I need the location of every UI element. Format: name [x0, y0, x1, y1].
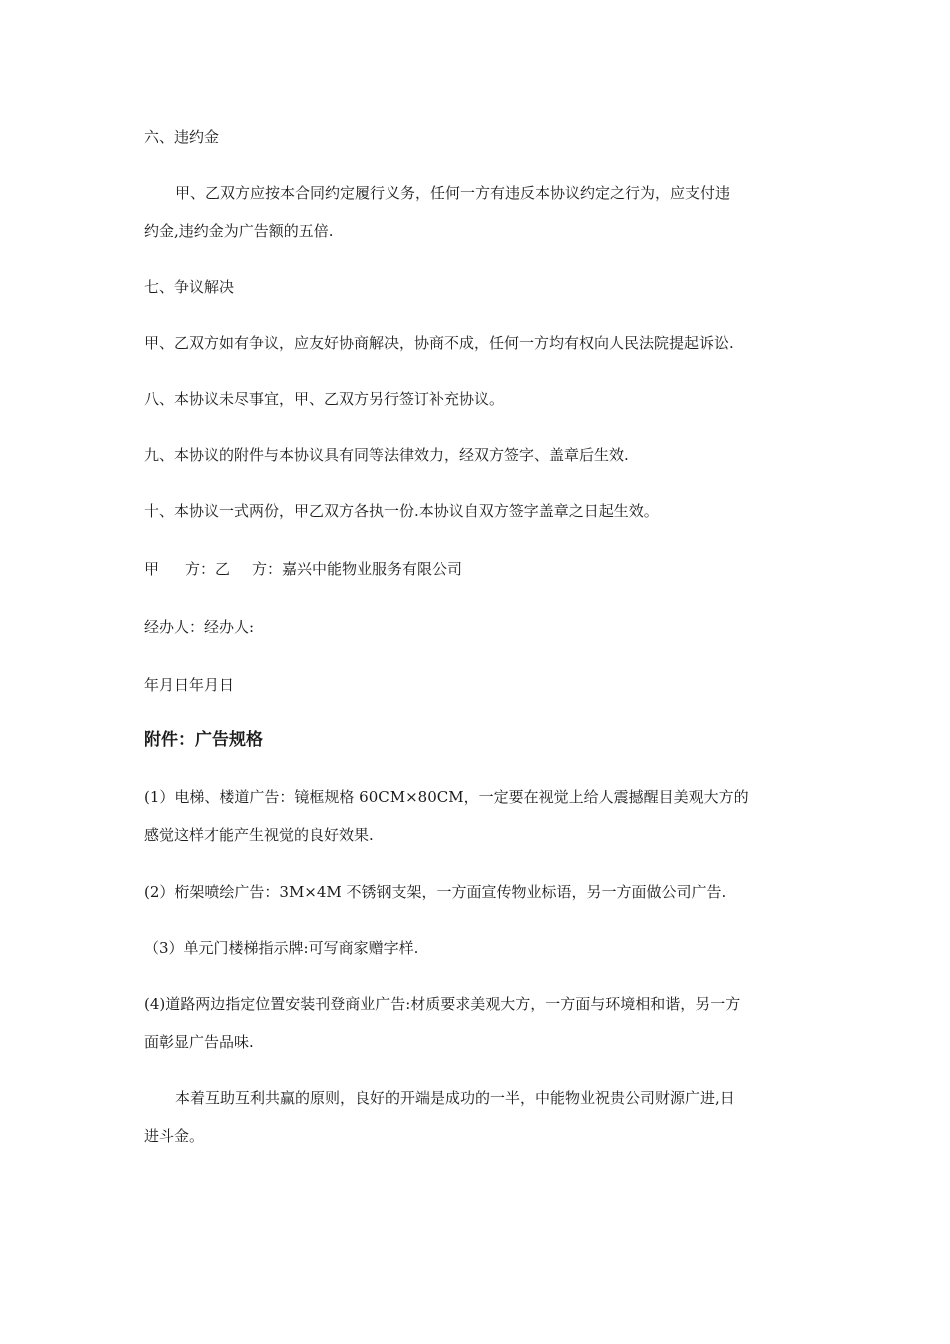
party-a-b-label: 方：乙: [185, 560, 231, 578]
appendix-title: 附件：广告规格: [144, 730, 263, 750]
signature-handler: 经办人：经办人:: [144, 618, 255, 636]
section-9: 九、本协议的附件与本协议具有同等法律效力，经双方签字、盖章后生效.: [144, 446, 629, 464]
section-6-body-line-1: 甲、乙双方应按本合同约定履行义务，任何一方有违反本协议约定之行为，应支付违: [175, 184, 731, 202]
party-a-label: 甲: [144, 560, 160, 578]
appendix-item-4-line-2: 面彰显广告品味.: [144, 1033, 254, 1051]
closing-line-2: 进斗金。: [144, 1127, 205, 1145]
section-8: 八、本协议未尽事宜，甲、乙双方另行签订补充协议。: [144, 390, 505, 408]
appendix-item-4-line-1: (4)道路两边指定位置安装刊登商业广告:材质要求美观大方，一方面与环境相和谐，另一方: [144, 995, 741, 1013]
appendix-item-1-line-1: (1）电梯、楼道广告：镜框规格 60CM×80CM，一定要在视觉上给人震撼醒目美观大方的: [144, 788, 749, 806]
section-10: 十、本协议一式两份，甲乙双方各执一份.本协议自双方签字盖章之日起生效。: [144, 502, 659, 520]
section-7-title: 七、争议解决: [144, 278, 235, 296]
appendix-item-2: (2）桁架喷绘广告：3M×4M 不锈钢支架，一方面宣传物业标语，另一方面做公司广告.: [144, 883, 727, 901]
party-b-name: 方：嘉兴中能物业服务有限公司: [252, 560, 463, 578]
section-7-body: 甲、乙双方如有争议，应友好协商解决，协商不成，任何一方均有权向人民法院提起诉讼.: [144, 334, 734, 352]
appendix-item-3: （3）单元门楼梯指示牌:可写商家赠字样.: [144, 939, 419, 957]
closing-line-1: 本着互助互利共赢的原则，良好的开端是成功的一半，中能物业祝贵公司财源广进,日: [175, 1089, 735, 1107]
signature-date: 年月日年月日: [144, 676, 235, 694]
section-6-body-line-2: 约金,违约金为广告额的五倍.: [144, 222, 334, 240]
signature-parties: [144, 559, 814, 579]
appendix-item-1-line-2: 感觉这样才能产生视觉的良好效果.: [144, 826, 374, 844]
section-6-title: 六、违约金: [144, 128, 220, 146]
